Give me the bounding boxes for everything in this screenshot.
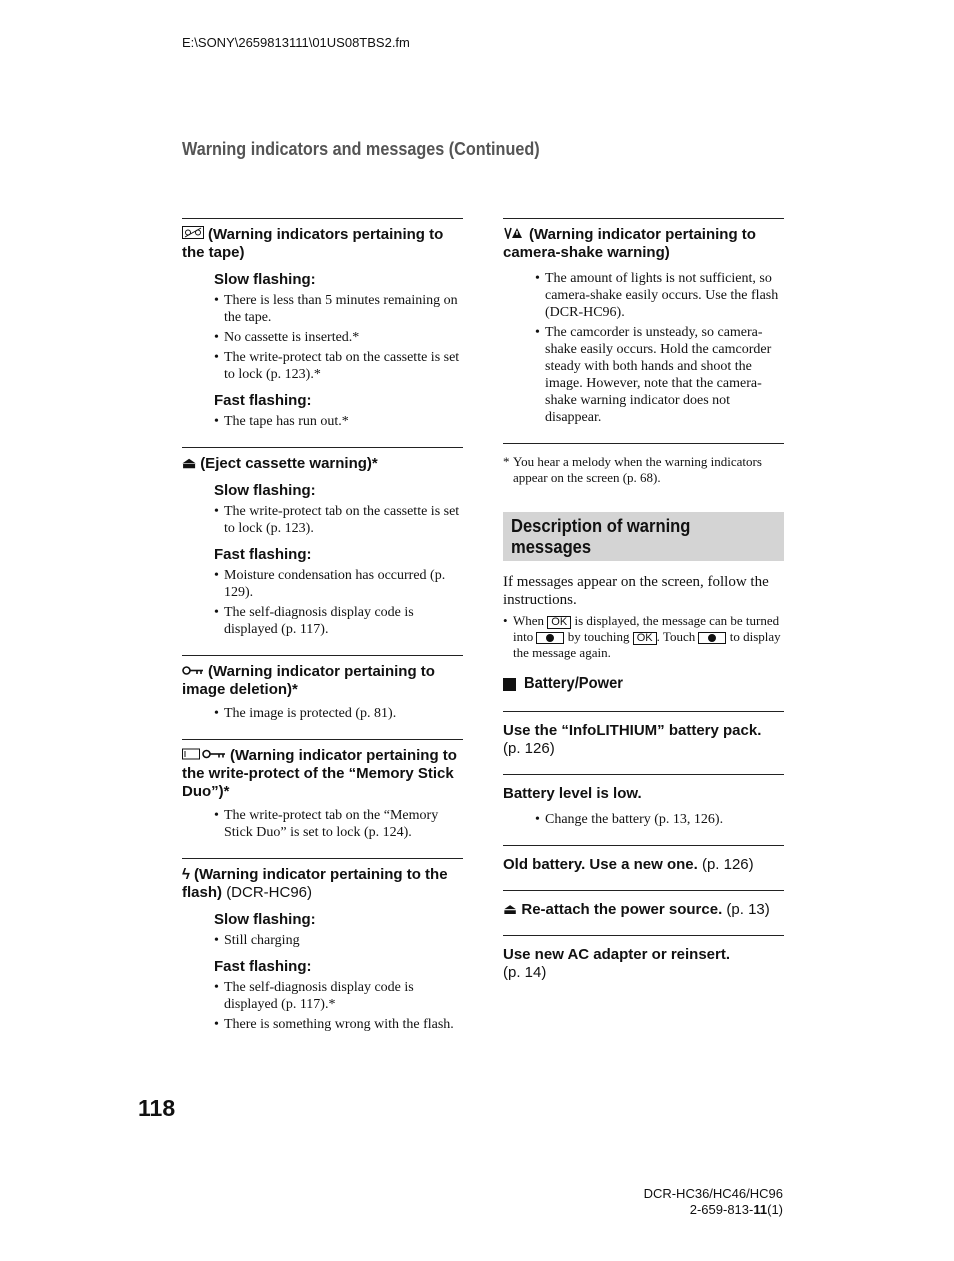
footnote [503, 443, 784, 486]
page-reference: (p. 14) [503, 964, 547, 981]
text-fragment: . Touch [656, 629, 696, 644]
model-number: DCR-HC36/HC46/HC96 [643, 1186, 783, 1201]
file-path: E:\SONY\2659813111\01US08TBS2.fm [182, 35, 410, 50]
message-entry [503, 890, 784, 935]
page-heading: Warning indicators and messages (Continued) [182, 139, 540, 159]
ok-button-icon: OK [547, 616, 571, 629]
page-reference: (p. 126) [503, 740, 555, 757]
camera-shake-icon [503, 226, 525, 244]
message-entry [503, 845, 784, 890]
page-reference: (p. 126) [701, 856, 754, 873]
text-fragment: to display the message again. [513, 629, 781, 660]
right-column [503, 218, 784, 998]
list-item: • The self-diagnosis display code is displayed (p. 117). [214, 604, 463, 638]
message-text: Use the “InfoLITHIUM” battery pack. [503, 722, 762, 739]
memory-stick-protect-icon [182, 747, 226, 765]
list-item: • There is less than 5 minutes remaining on the tape. [214, 292, 463, 326]
footer [644, 1186, 783, 1218]
page-reference: (p. 13) [726, 901, 770, 918]
list-item: • The write-protect tab on the cassette is set to lock (p. 123). [214, 503, 463, 537]
section-title: (Warning indicator pertaining to the flash) [182, 866, 448, 901]
tape-warning-section [182, 218, 463, 441]
message-text: Old battery. Use a new one. [503, 856, 698, 873]
slow-flashing-label: Slow flashing: [214, 911, 316, 928]
section-title: (Warning indicators pertaining to the tape) [182, 226, 444, 261]
memory-stick-protect-section [182, 739, 463, 852]
message-entry [503, 774, 784, 845]
fast-flashing-label: Fast flashing: [214, 546, 312, 563]
text-fragment: When [513, 613, 545, 628]
image-deletion-section [182, 655, 463, 733]
message-text: Battery level is low. [503, 785, 642, 802]
document-code: 2-659-813-11(1) [689, 1202, 783, 1217]
description-list [503, 613, 784, 661]
list-item: • Moisture condensation has occurred (p. 129). [214, 567, 463, 601]
list-item: • Change the battery (p. 13, 126). [535, 811, 784, 828]
list-item: • The tape has run out.* [214, 413, 463, 430]
battery-heading-text: Battery/Power [524, 675, 623, 692]
list-item: • The write-protect tab on the cassette is set to lock (p. 123).* [214, 349, 463, 383]
square-bullet-icon [503, 678, 516, 691]
tape-warning-icon [182, 226, 204, 244]
message-entry [503, 711, 784, 774]
battery-power-heading [503, 675, 784, 693]
description-heading-box [503, 512, 784, 561]
left-column [182, 218, 463, 1044]
message-entry [503, 935, 784, 998]
footnote-star: * [503, 454, 510, 469]
text-fragment: is displayed, the message can be turned into [513, 613, 780, 644]
list-item: • The image is protected (p. 81). [214, 705, 463, 722]
camera-shake-section [503, 218, 784, 443]
info-button-icon [536, 632, 564, 644]
protect-key-icon [182, 663, 204, 681]
fast-flashing-label: Fast flashing: [214, 958, 312, 975]
slow-flashing-label: Slow flashing: [214, 482, 316, 499]
section-title: (Warning indicator pertaining to the write-protect of the “Memory Stick Duo”)* [182, 747, 457, 800]
eject-warning-section [182, 447, 463, 649]
description-intro: If messages appear on the screen, follow the instructions. [503, 574, 769, 608]
eject-icon: ⏏ [182, 455, 197, 472]
fast-flashing-label: Fast flashing: [214, 392, 312, 409]
message-text: Use new AC adapter or reinsert. [503, 946, 731, 963]
footnote-text: You hear a melody when the warning indicators appear on the screen (p. 68). [513, 454, 762, 485]
list-item [503, 613, 784, 661]
text-fragment: by touching [567, 629, 630, 644]
ok-button-icon: OK [633, 632, 657, 645]
flash-icon: ϟ [182, 866, 190, 883]
flash-warning-section [182, 858, 463, 1044]
slow-flashing-label: Slow flashing: [214, 271, 316, 288]
list-item: • The amount of lights is not sufficient, so camera-shake easily occurs. Use the flash (DCR-HC96). [535, 270, 784, 321]
list-item: • There is something wrong with the flash. [214, 1016, 463, 1033]
list-item: • The camcorder is unsteady, so camera-shake easily occurs. Hold the camcorder steady with both hands and shoot the image. However, note that the camera-shake warning indicator does not disappear. [535, 324, 784, 426]
page-number: 118 [138, 1095, 176, 1121]
list-item: • The write-protect tab on the “Memory Stick Duo” is set to lock (p. 124). [214, 807, 463, 841]
list-item: • The self-diagnosis display code is displayed (p. 117).* [214, 979, 463, 1013]
section-title: (Warning indicator pertaining to camera-shake warning) [503, 226, 756, 261]
model-note: (DCR-HC96) [226, 884, 313, 901]
description-heading: Description of warning messages [511, 516, 691, 557]
message-text: Re-attach the power source. [521, 901, 723, 918]
eject-icon: ⏏ [503, 901, 518, 918]
info-button-icon [698, 632, 726, 644]
section-title: (Eject cassette warning)* [200, 455, 378, 472]
list-item: • No cassette is inserted.* [214, 329, 463, 346]
section-title: (Warning indicator pertaining to image deletion)* [182, 663, 435, 698]
list-item: • Still charging [214, 932, 463, 949]
